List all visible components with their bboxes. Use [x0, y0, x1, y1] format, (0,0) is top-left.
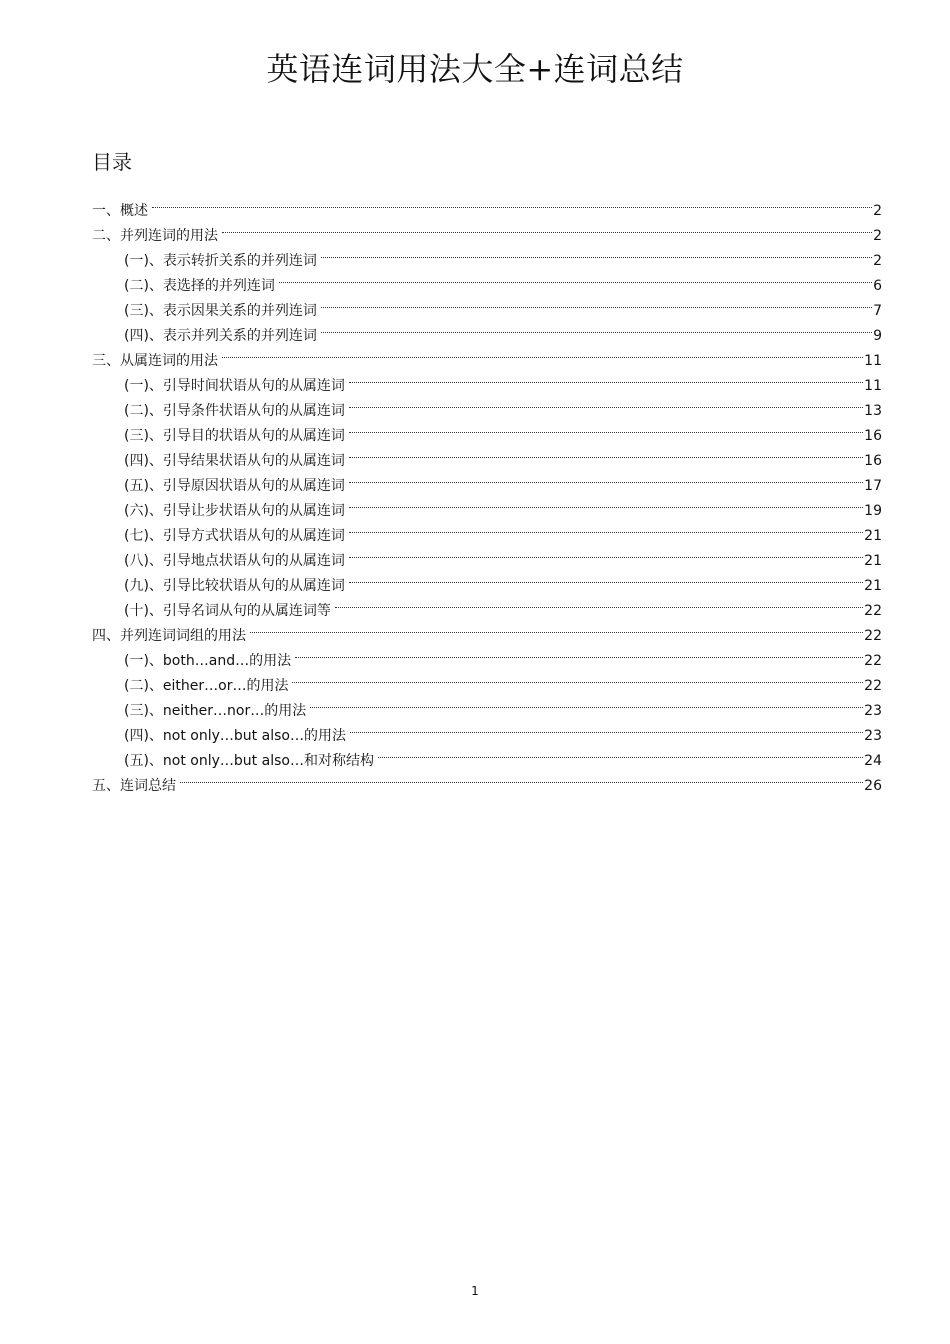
toc-entry-page: 21 [864, 553, 882, 569]
toc-leader-dots [222, 340, 863, 365]
toc-entry-text: (一)、引导时间状语从句的从属连词 [124, 378, 345, 394]
toc-entry[interactable] [92, 190, 882, 219]
toc-entry-page: 22 [864, 678, 882, 694]
toc-entry-page: 26 [864, 778, 882, 794]
toc-entry-text: (二)、引导条件状语从句的从属连词 [124, 403, 345, 419]
toc-entry-page: 22 [864, 603, 882, 619]
toc-entry-text: 五、连词总结 [92, 778, 176, 794]
toc-entry-page: 23 [864, 703, 882, 719]
toc-leader-dots [222, 215, 872, 240]
toc-leader-dots [310, 690, 863, 715]
toc-entry-text: (一)、表示转折关系的并列连词 [124, 253, 317, 269]
toc-entry-page: 17 [864, 478, 882, 494]
toc-entry-page: 6 [873, 278, 882, 294]
toc-entry-page: 23 [864, 728, 882, 744]
toc-leader-dots [349, 565, 863, 590]
table-of-contents [92, 190, 882, 794]
toc-entry-text: (二)、either…or…的用法 [124, 678, 289, 694]
toc-entry-text: (二)、表选择的并列连词 [124, 278, 275, 294]
toc-entry-text: (三)、表示因果关系的并列连词 [124, 303, 317, 319]
toc-entry-page: 9 [873, 328, 882, 344]
toc-entry-text: 三、从属连词的用法 [92, 353, 218, 369]
toc-entry-text: 二、并列连词的用法 [92, 228, 218, 244]
toc-entry-page: 22 [864, 653, 882, 669]
toc-entry-page: 13 [864, 403, 882, 419]
toc-entry-text: 一、概述 [92, 203, 148, 219]
toc-leader-dots [279, 265, 872, 290]
toc-leader-dots [295, 640, 863, 665]
toc-entry-page: 21 [864, 528, 882, 544]
toc-leader-dots [321, 315, 872, 340]
toc-entry-text: (三)、neither…nor…的用法 [124, 703, 307, 719]
toc-leader-dots [250, 615, 863, 640]
toc-leader-dots [335, 590, 863, 615]
toc-entry-page: 11 [864, 378, 882, 394]
toc-entry-page: 16 [864, 428, 882, 444]
toc-leader-dots [349, 540, 863, 565]
toc-entry-page: 2 [873, 203, 882, 219]
toc-leader-dots [292, 665, 863, 690]
toc-entry-text: (三)、引导目的状语从句的从属连词 [124, 428, 345, 444]
toc-leader-dots [152, 190, 872, 215]
toc-entry-text: (五)、引导原因状语从句的从属连词 [124, 478, 345, 494]
toc-entry-page: 21 [864, 578, 882, 594]
toc-leader-dots [180, 765, 863, 790]
toc-entry-text: (十)、引导名词从句的从属连词等 [124, 603, 331, 619]
toc-entry-page: 22 [864, 628, 882, 644]
toc-leader-dots [349, 465, 863, 490]
toc-entry-page: 24 [864, 753, 882, 769]
toc-leader-dots [349, 390, 863, 415]
page-number: 1 [471, 1284, 479, 1298]
toc-leader-dots [321, 290, 872, 315]
toc-heading: 目录 [92, 150, 132, 174]
toc-leader-dots [350, 715, 863, 740]
toc-entry[interactable] [92, 765, 882, 794]
document-title: 英语连词用法大全+连词总结 [266, 50, 684, 88]
toc-leader-dots [349, 490, 863, 515]
toc-entry-text: (四)、not only…but also…的用法 [124, 728, 346, 744]
toc-entry-page: 11 [864, 353, 882, 369]
toc-leader-dots [349, 365, 863, 390]
toc-entry-text: (九)、引导比较状语从句的从属连词 [124, 578, 345, 594]
toc-entry-page: 7 [873, 303, 882, 319]
toc-entry-text: 四、并列连词词组的用法 [92, 628, 246, 644]
toc-entry-page: 19 [864, 503, 882, 519]
toc-entry-page: 2 [873, 228, 882, 244]
toc-entry-text: (六)、引导让步状语从句的从属连词 [124, 503, 345, 519]
toc-entry-text: (一)、both…and…的用法 [124, 653, 292, 669]
toc-leader-dots [349, 515, 863, 540]
toc-leader-dots [378, 740, 863, 765]
toc-entry[interactable] [92, 215, 882, 244]
toc-entry-page: 16 [864, 453, 882, 469]
toc-leader-dots [349, 415, 863, 440]
toc-entry-text: (四)、引导结果状语从句的从属连词 [124, 453, 345, 469]
toc-leader-dots [321, 240, 872, 265]
toc-entry-text: (四)、表示并列关系的并列连词 [124, 328, 317, 344]
toc-entry-page: 2 [873, 253, 882, 269]
toc-entry-text: (七)、引导方式状语从句的从属连词 [124, 528, 345, 544]
toc-entry-text: (八)、引导地点状语从句的从属连词 [124, 553, 345, 569]
toc-leader-dots [349, 440, 863, 465]
toc-entry-text: (五)、not only…but also…和对称结构 [124, 753, 374, 769]
